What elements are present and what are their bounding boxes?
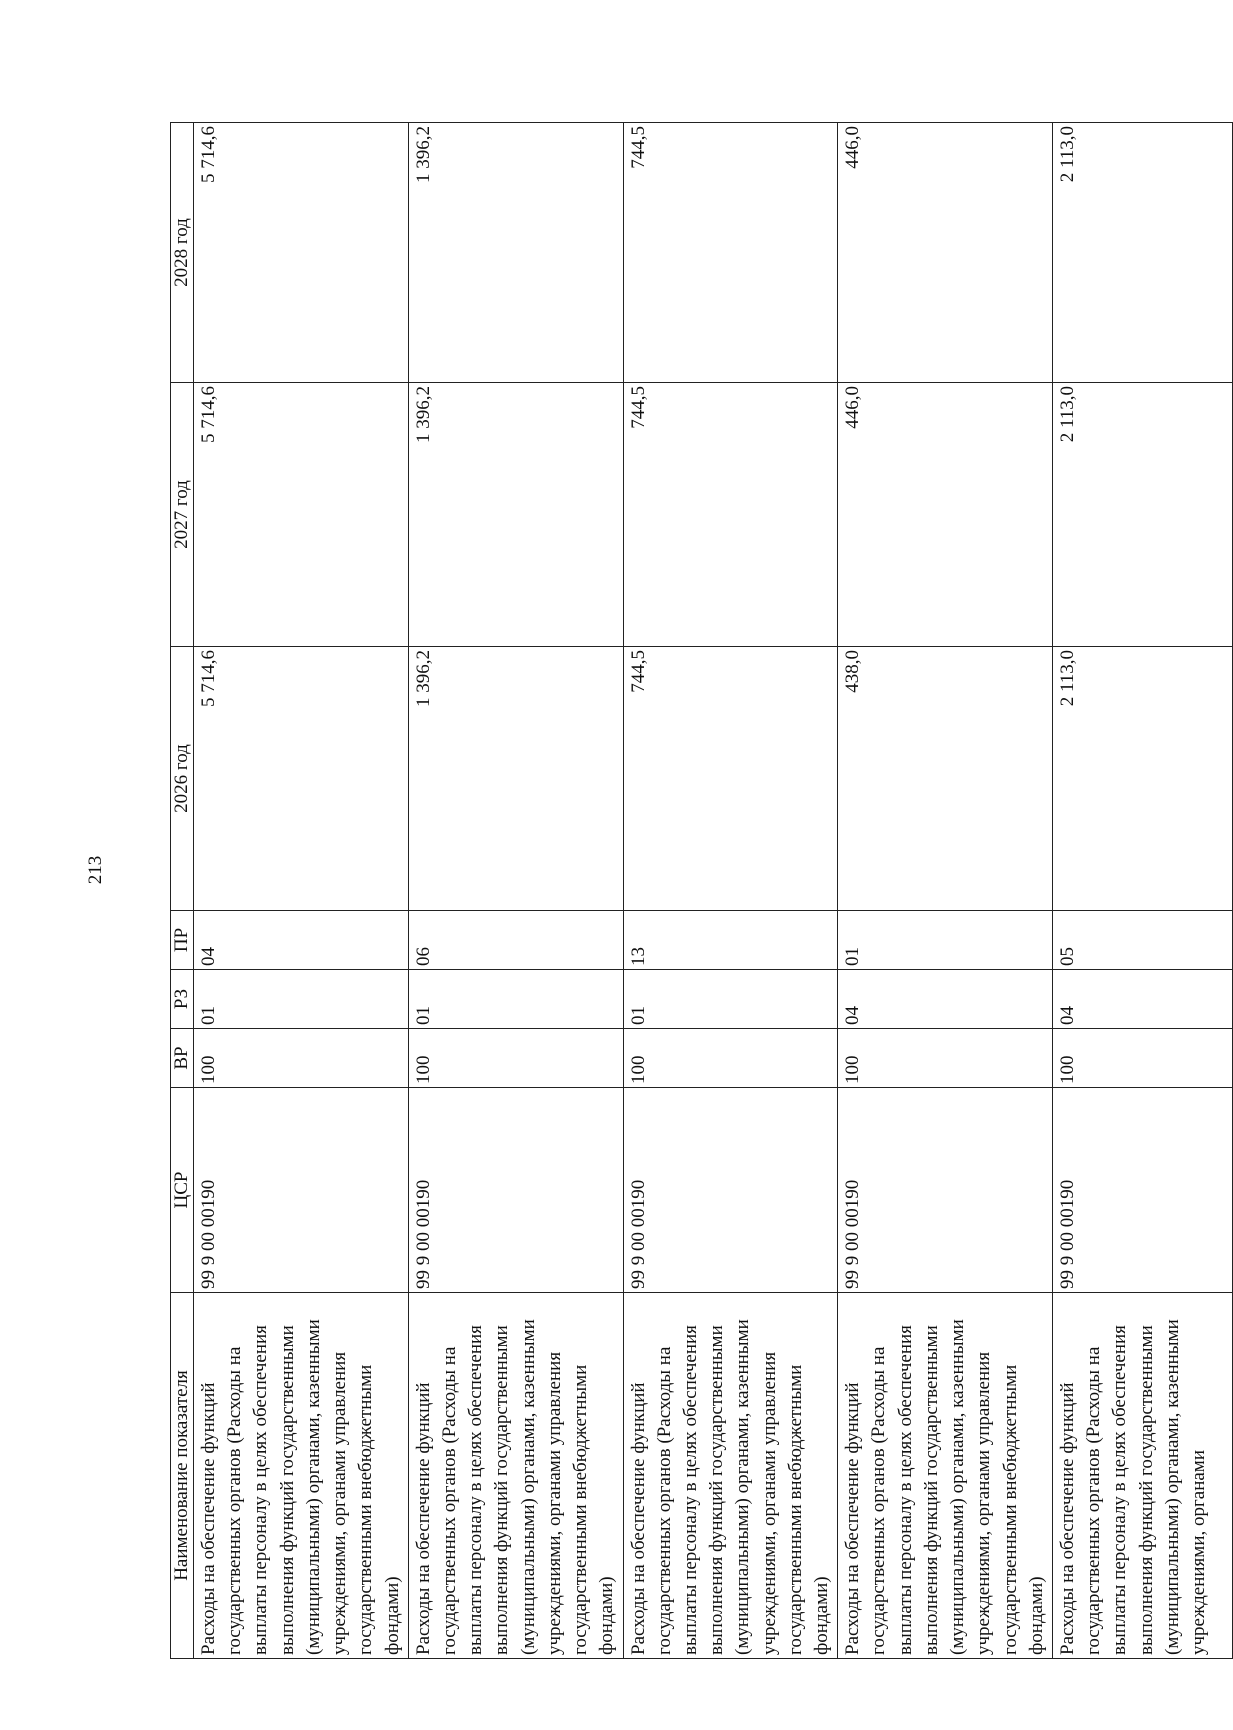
- cell-vr: 100: [1053, 1029, 1233, 1088]
- cell-2026: 744,5: [623, 647, 838, 911]
- header-name: Наименование показателя: [171, 1293, 194, 1659]
- cell-vr: 100: [408, 1029, 623, 1088]
- header-2028: 2028 год: [171, 123, 194, 383]
- table-row: [408, 123, 623, 1659]
- table-header-row: [171, 123, 194, 1659]
- cell-name: Расходы на обеспечение функций государственных органов (Расходы на выплаты персоналу в целях обеспечения выполнения функций государственными (муниципальными) органами, казенными учреждениями, органами управления государственными внебюджетными фондами): [838, 1293, 1053, 1659]
- cell-pr: 04: [194, 911, 409, 970]
- budget-table: [170, 122, 1233, 1659]
- cell-name: Расходы на обеспечение функций государственных органов (Расходы на выплаты персоналу в целях обеспечения выполнения функций государственными (муниципальными) органами, казенными учреждениями, органами управления государственными внебюджетными фондами): [408, 1293, 623, 1659]
- cell-rz: 01: [623, 970, 838, 1029]
- cell-rz: 01: [194, 970, 409, 1029]
- cell-pr: 06: [408, 911, 623, 970]
- cell-2028: 2 113,0: [1053, 123, 1233, 383]
- header-2026: 2026 год: [171, 647, 194, 911]
- cell-rz: 01: [408, 970, 623, 1029]
- cell-2026: 1 396,2: [408, 647, 623, 911]
- table-row: [838, 123, 1053, 1659]
- header-vr: ВР: [171, 1029, 194, 1088]
- cell-pr: 13: [623, 911, 838, 970]
- header-csr: ЦСР: [171, 1088, 194, 1293]
- budget-table-container: [170, 123, 1210, 1659]
- cell-name: Расходы на обеспечение функций государственных органов (Расходы на выплаты персоналу в целях обеспечения выполнения функций государственными (муниципальными) органами, казенными учреждениями, органами управления государственными внебюджетными фондами): [623, 1293, 838, 1659]
- cell-name: Расходы на обеспечение функций государственных органов (Расходы на выплаты персоналу в целях обеспечения выполнения функций государственными (муниципальными) органами, казенными учреждениями, органами управления государственными внебюджетными фондами): [194, 1293, 409, 1659]
- header-pr: ПР: [171, 911, 194, 970]
- cell-2028: 1 396,2: [408, 123, 623, 383]
- cell-2028: 446,0: [838, 123, 1053, 383]
- cell-rz: 04: [838, 970, 1053, 1029]
- cell-2027: 5 714,6: [194, 383, 409, 647]
- header-rz: РЗ: [171, 970, 194, 1029]
- cell-csr: 99 9 00 00190: [838, 1088, 1053, 1293]
- cell-2027: 1 396,2: [408, 383, 623, 647]
- table-row: [623, 123, 838, 1659]
- cell-pr: 01: [838, 911, 1053, 970]
- cell-2028: 744,5: [623, 123, 838, 383]
- cell-2026: 438,0: [838, 647, 1053, 911]
- cell-2026: 5 714,6: [194, 647, 409, 911]
- cell-csr: 99 9 00 00190: [1053, 1088, 1233, 1293]
- cell-2026: 2 113,0: [1053, 647, 1233, 911]
- page-number: 213: [85, 855, 106, 885]
- table-row: [1053, 123, 1233, 1659]
- cell-rz: 04: [1053, 970, 1233, 1029]
- header-2027: 2027 год: [171, 383, 194, 647]
- cell-2028: 5 714,6: [194, 123, 409, 383]
- cell-csr: 99 9 00 00190: [194, 1088, 409, 1293]
- cell-pr: 05: [1053, 911, 1233, 970]
- cell-2027: 744,5: [623, 383, 838, 647]
- cell-vr: 100: [194, 1029, 409, 1088]
- cell-2027: 2 113,0: [1053, 383, 1233, 647]
- cell-name: Расходы на обеспечение функций государственных органов (Расходы на выплаты персоналу в целях обеспечения выполнения функций государственными (муниципальными) органами, казенными учреждениями, органами: [1053, 1293, 1233, 1659]
- cell-2027: 446,0: [838, 383, 1053, 647]
- cell-csr: 99 9 00 00190: [623, 1088, 838, 1293]
- table-row: [194, 123, 409, 1659]
- cell-vr: 100: [838, 1029, 1053, 1088]
- cell-vr: 100: [623, 1029, 838, 1088]
- cell-csr: 99 9 00 00190: [408, 1088, 623, 1293]
